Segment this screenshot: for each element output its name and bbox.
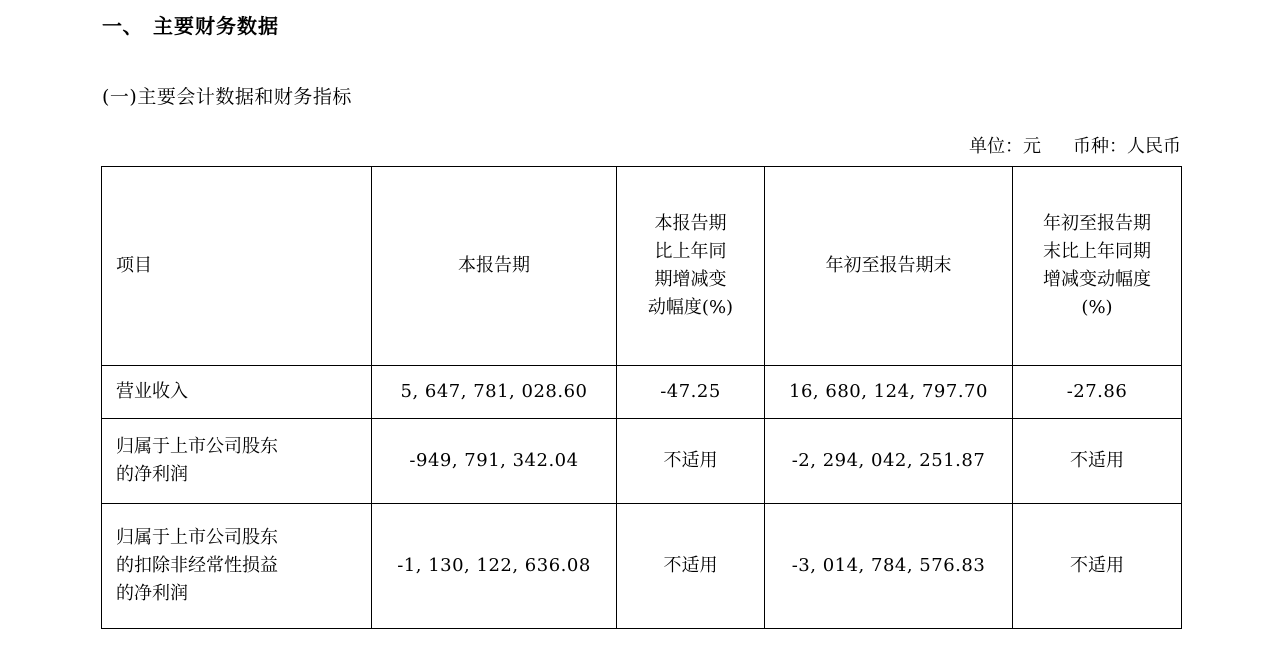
row-item-label-line3: 的净利润 [116, 582, 188, 604]
section-number: 一、 [102, 14, 143, 38]
column-header-change-ytd-line3: 增减变动幅度 [1043, 269, 1151, 290]
section-title-text: 主要财务数据 [153, 14, 279, 38]
row-ytd-value: -2, 294, 042, 251.87 [765, 419, 1013, 504]
column-header-change-ytd-line2: 末比上年同期 [1043, 241, 1151, 263]
column-header-change-period-line1: 本报告期 [654, 213, 727, 235]
column-header-ytd: 年初至报告期末 [765, 167, 1013, 366]
row-item-label [102, 504, 372, 629]
currency-label: 币种：人民币 [1073, 136, 1181, 157]
row-item-label-line1: 归属于上市公司股东 [116, 436, 278, 458]
table-row [102, 419, 1182, 504]
row-change-ytd-value: 不适用 [1013, 419, 1182, 504]
column-header-change-period-line4: 动幅度(%) [647, 296, 734, 318]
row-change-period-value: 不适用 [617, 504, 765, 629]
subsection-heading [102, 82, 352, 109]
row-change-period-value: 不适用 [617, 419, 765, 504]
column-header-change-period [617, 167, 765, 366]
row-ytd-value: -3, 014, 784, 576.83 [765, 504, 1013, 629]
column-header-change-ytd [1013, 167, 1182, 366]
table-row [102, 366, 1182, 419]
row-item-label: 营业收入 [102, 366, 372, 419]
table-row [102, 504, 1182, 629]
subsection-title-text: 主要会计数据和财务指标 [137, 86, 352, 108]
column-header-item: 项目 [102, 167, 372, 366]
row-change-period-value: -47.25 [617, 366, 765, 419]
financial-data-table [101, 166, 1182, 629]
row-item-label [102, 419, 372, 504]
row-period-value: 5, 647, 781, 028.60 [372, 366, 617, 419]
row-ytd-value: 16, 680, 124, 797.70 [765, 366, 1013, 419]
row-period-value: -1, 130, 122, 636.08 [372, 504, 617, 629]
row-item-label-line2: 的扣除非经常性损益 [116, 555, 278, 577]
column-header-change-period-line3: 期增减变 [654, 269, 727, 290]
column-header-change-ytd-line1: 年初至报告期 [1043, 213, 1151, 235]
table-header-row [102, 167, 1182, 366]
row-change-ytd-value: 不适用 [1013, 504, 1182, 629]
section-heading [102, 10, 279, 39]
column-header-change-ytd-line4: (%) [1081, 296, 1113, 318]
row-item-label-line2: 的净利润 [116, 464, 188, 485]
subsection-number: (一) [102, 86, 138, 108]
row-item-label-line1: 归属于上市公司股东 [116, 527, 278, 549]
row-period-value: -949, 791, 342.04 [372, 419, 617, 504]
row-change-ytd-value: -27.86 [1013, 366, 1182, 419]
column-header-period: 本报告期 [372, 167, 617, 366]
column-header-change-period-line2: 比上年同 [654, 241, 727, 263]
unit-currency-line [969, 132, 1181, 158]
unit-label: 单位：元 [969, 136, 1041, 157]
